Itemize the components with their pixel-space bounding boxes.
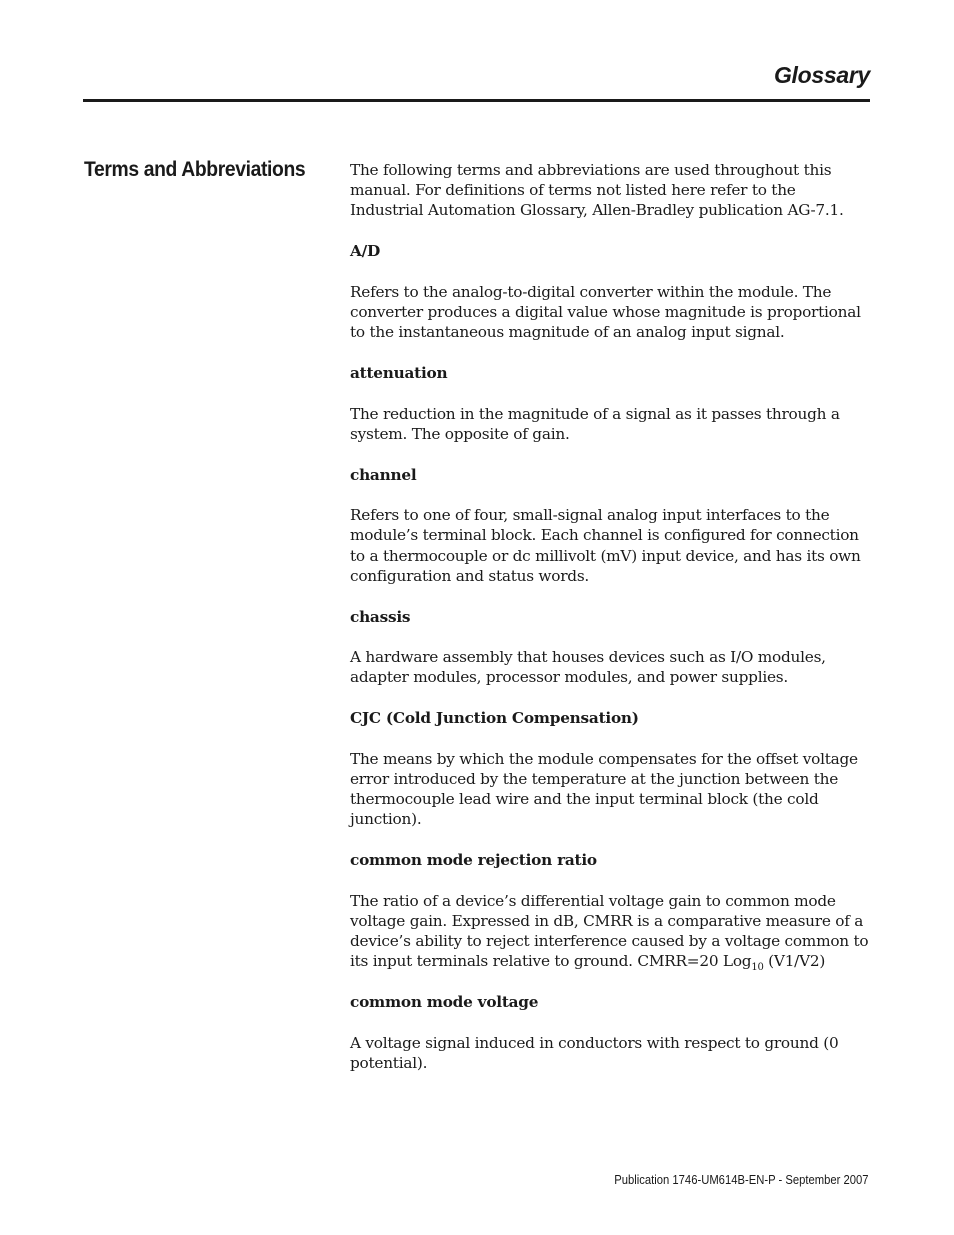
definition-channel: Refers to one of four, small-signal analog input interfaces to the module’s terminal block. Each channel is configured for connection to a thermocouple or dc millivolt (mV) input device, and has its own configuration and status words. <box>350 506 861 585</box>
definition-cmrr-subscript: 10 <box>751 962 764 974</box>
term-a-d: A/D <box>350 242 380 261</box>
definition-cmrr-tail: (V1/V2) <box>763 952 826 971</box>
definition-cjc: The means by which the module compensates for the offset voltage error introduced by the temperature at the junction between the thermocouple lead wire and the input terminal block (the cold junction). <box>350 749 858 829</box>
section-heading: Terms and Abbreviations <box>84 158 306 181</box>
definition-cmrr <box>350 891 870 972</box>
header-rule <box>83 99 870 102</box>
term-common-mode-voltage: common mode voltage <box>350 993 539 1012</box>
chapter-title: Glossary <box>773 62 870 88</box>
publication-footer: Publication 1746-UM614B-EN-P - September 2007 <box>614 1173 869 1187</box>
term-cmrr: common mode rejection ratio <box>350 851 597 870</box>
term-channel: channel <box>350 465 417 484</box>
definition-cmrr-text: The ratio of a device’s differential voltage gain to common mode voltage gain. Expressed in dB, CMRR is a comparative measure of a device’s ability to reject interference caused by a voltage common to its input terminals relative to ground. CMRR=20 Log <box>350 891 869 971</box>
definition-common-mode-voltage: A voltage signal induced in conductors with respect to ground (0 potential). <box>350 1033 839 1073</box>
definition-a-d: Refers to the analog-to-digital converter within the module. The converter produces a digital value whose magnitude is proportional to the instantaneous magnitude of an analog input signal. <box>350 282 861 342</box>
intro-paragraph: The following terms and abbreviations are used throughout this manual. For definitions of terms not listed here refer to the Industrial Automation Glossary, Allen-Bradley publication AG-7.1. <box>350 161 844 220</box>
term-chassis: chassis <box>350 607 411 626</box>
term-attenuation: attenuation <box>350 363 448 382</box>
term-cjc: CJC (Cold Junction Compensation) <box>350 709 639 728</box>
definition-attenuation: The reduction in the magnitude of a signal as it passes through a system. The opposite of gain. <box>350 404 840 443</box>
definition-chassis: A hardware assembly that houses devices such as I/O modules, adapter modules, processor modules, and power supplies. <box>350 648 826 687</box>
glossary-content <box>350 160 870 1073</box>
